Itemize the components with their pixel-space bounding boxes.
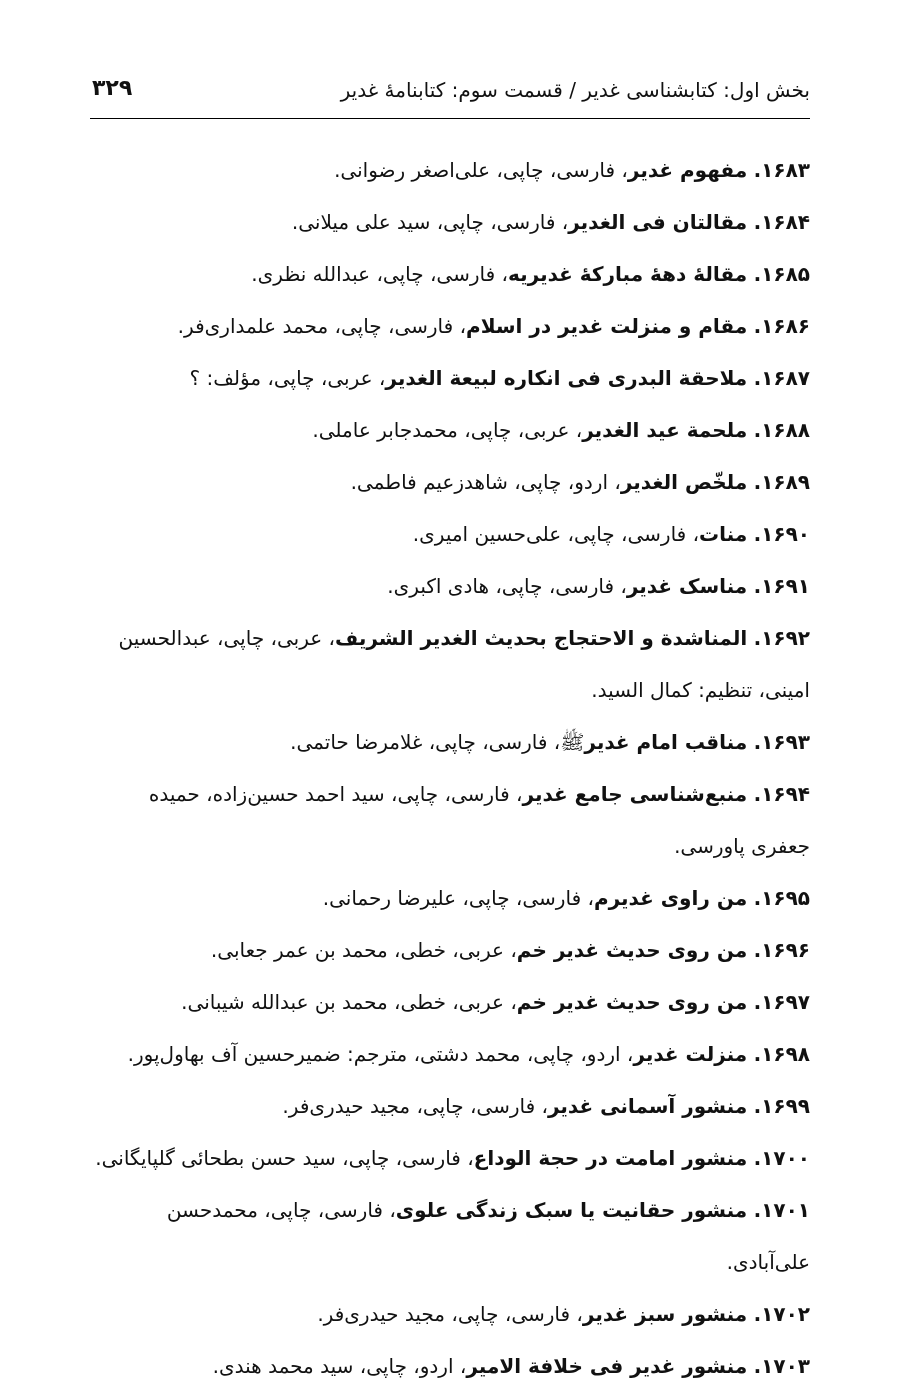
entry-title: المناشدة و الاحتجاج بحدیث الغدیر الشریف [335,626,748,650]
entry-number: ۱۶۹۱. [753,574,810,598]
entry-title: ملخّص الغدیر [620,470,748,494]
bibliography-entry [90,612,810,716]
entry-details: ، عربی، چاپی، محمدجابر عاملی. [312,418,583,442]
entry-details: ، فارسی، چاپی، علی‌حسین امیری. [412,522,700,546]
entry-details: ، فارسی، چاپی، محمدحسن علی‌آبادی. [166,1198,810,1274]
entry-title: منات [699,522,748,546]
entry-number: ۱۷۰۲. [753,1302,810,1326]
entry-number: ۱۶۸۹. [753,470,810,494]
entry-number: ۱۷۰۱. [753,1198,810,1222]
entry-number: ۱۶۹۹. [753,1094,810,1118]
entry-number: ۱۶۸۸. [753,418,810,442]
bibliography-entry [90,1184,810,1288]
entry-details: ، اردو، چاپی، شاهدزعیم فاطمی. [350,470,621,494]
bibliography-entry [90,1340,810,1392]
entry-number: ۱۶۸۷. [753,366,810,390]
entry-title: من روی حدیث غدیر خم [516,938,748,962]
bibliography-entry [90,144,810,196]
bibliography-entry [90,768,810,872]
bibliography-entry [90,872,810,924]
bibliography-entry [90,1028,810,1080]
entry-details: ، فارسی، چاپی، عبدالله نظری. [251,262,508,286]
entry-title: مقالتان فی الغدیر [568,210,748,234]
bibliography-entry [90,1080,810,1132]
entry-number: ۱۶۸۵. [753,262,810,286]
entry-number: ۱۶۹۲. [753,626,810,650]
entry-number: ۱۷۰۳. [753,1354,810,1378]
bibliography-entry [90,300,810,352]
entry-title: مناسک غدیر [626,574,748,598]
page-number: ۳۲۹ [92,76,133,101]
entry-details: ، فارسی، چاپی، سید علی میلانی. [291,210,569,234]
entry-details: ، اردو، چاپی، محمد دشتی، مترجم: ضمیرحسین آف بهاول‌پور. [127,1042,634,1066]
entry-details: ، فارسی، چاپی، هادی اکبری. [387,574,627,598]
entry-title: منبع‌شناسی جامع غدیر [522,782,748,806]
entry-number: ۱۶۸۳. [753,158,810,182]
bibliography-entry [90,248,810,300]
entry-details: ، فارسی، چاپی، سید حسن بطحائی گلپایگانی. [95,1146,474,1170]
entry-number: ۱۶۹۳. [753,730,810,754]
entry-details: ، عربی، خطی، محمد بن عمر جعابی. [210,938,517,962]
entry-number: ۱۶۹۵. [753,886,810,910]
bibliography-entry [90,404,810,456]
entry-title: مفهوم غدیر [627,158,748,182]
entry-number: ۱۶۹۰. [753,522,810,546]
entry-title: منزلت غدیر [633,1042,748,1066]
entry-details: ، فارسی، چاپی، علی‌اصغر رضوانی. [334,158,628,182]
entry-title: من روی حدیث غدیر خم [516,990,748,1014]
bibliography-entry [90,508,810,560]
entry-title: من راوی غدیرم [593,886,748,910]
entry-details: ﷺ، فارسی، چاپی، غلامرضا حاتمی. [290,730,585,754]
bibliography-entry [90,1132,810,1184]
entry-number: ۱۶۹۴. [753,782,810,806]
entry-title: منشور حقانیت یا سبک زندگی علوی [395,1198,748,1222]
bibliography-list [90,144,810,1392]
entry-details: ، اردو، چاپی، سید محمد هندی. [212,1354,467,1378]
entry-details: ، فارسی، چاپی، سید احمد حسین‌زاده، حمیده جعفری پاورسی. [148,782,810,858]
entry-number: ۱۶۹۶. [753,938,810,962]
entry-details: ، فارسی، چاپی، مجید حیدری‌فر. [317,1302,583,1326]
bibliography-entry [90,716,810,768]
entry-title: منشور سبز غدیر [582,1302,748,1326]
entry-number: ۱۶۸۶. [753,314,810,338]
running-title: بخش اول: کتابشناسی غدیر / قسمت سوم: کتابنامهٔ غدیر [340,78,810,102]
entry-details: ، فارسی، چاپی، مجید حیدری‌فر. [282,1094,548,1118]
entry-details: ، عربی، خطی، محمد بن عبدالله شیبانی. [181,990,517,1014]
entry-title: منشور امامت در حجة الوداع [473,1146,748,1170]
bibliography-entry [90,924,810,976]
entry-title: ملاحقة البدری فی انکاره لبیعة الغدیر [385,366,748,390]
entry-title: منشور غدیر فی خلافة الامیر [466,1354,748,1378]
bibliography-entry [90,560,810,612]
entry-details: ، فارسی، چاپی، محمد علمداری‌فر. [177,314,467,338]
page-header [90,74,810,119]
entry-title: مقالهٔ دههٔ مبارکهٔ غدیریه [507,262,748,286]
bibliography-entry [90,976,810,1028]
entry-number: ۱۶۹۸. [753,1042,810,1066]
entry-title: منشور آسمانی غدیر [547,1094,748,1118]
entry-number: ۱۷۰۰. [753,1146,810,1170]
entry-title: مقام و منزلت غدیر در اسلام [466,314,748,338]
entry-title: مناقب امام غدیر [584,730,748,754]
entry-details: ، عربی، چاپی، عبدالحسین امینی، تنظیم: کمال السید. [118,626,810,702]
entry-details: ، فارسی، چاپی، علیرضا رحمانی. [322,886,594,910]
entry-number: ۱۶۹۷. [753,990,810,1014]
bibliography-entry [90,456,810,508]
entry-number: ۱۶۸۴. [753,210,810,234]
entry-details: ، عربی، چاپی، مؤلف: ؟ [189,366,386,390]
bibliography-entry [90,352,810,404]
bibliography-entry [90,196,810,248]
bibliography-entry [90,1288,810,1340]
entry-title: ملحمة عید الغدیر [582,418,748,442]
